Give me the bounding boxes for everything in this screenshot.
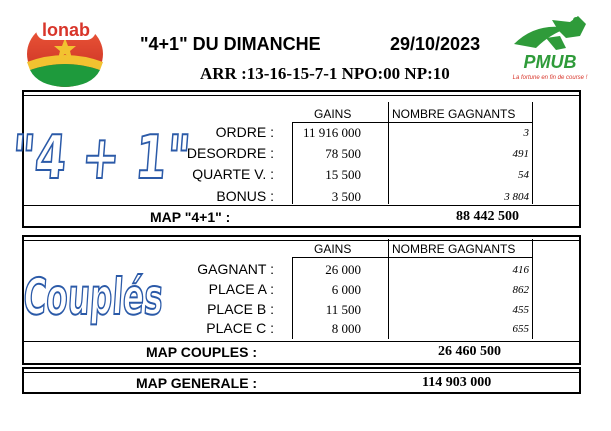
row-place-a-winners: 862	[512, 284, 529, 296]
row-place-a-gain: 6 000	[331, 282, 361, 297]
gains-header: GAINS	[314, 242, 352, 256]
row-bonus-winners: 3 804	[504, 191, 529, 203]
map-generale-panel	[22, 367, 581, 394]
lonab-logo	[22, 8, 108, 90]
row-place-a-label: PLACE A :	[208, 281, 274, 297]
row-ordre-winners: 3	[523, 127, 529, 139]
section-4plus1-panel	[8, 90, 581, 228]
pmub-logo	[506, 14, 598, 84]
row-quarte-gain: 15 500	[325, 167, 361, 182]
winners-header: NOMBRE GAGNANTS	[392, 107, 516, 121]
arrival-result: ARR :13-16-15-7-1 NPO:00 NP:10	[200, 64, 450, 83]
svg-text:La fortune en fin de course !: La fortune en fin de course !	[512, 75, 588, 81]
map-generale-label: MAP GENERALE :	[136, 375, 258, 391]
winners-col-border	[388, 239, 389, 339]
map-4plus1-label: MAP "4+1" :	[150, 209, 231, 225]
4plus1-emblem	[8, 106, 193, 196]
gains-col-border	[292, 122, 293, 204]
row-desordre-winners: 491	[512, 148, 529, 160]
row-quarte-winners: 54	[518, 169, 529, 181]
row-gagnant-winners: 416	[512, 264, 529, 276]
section-couples-panel	[22, 235, 581, 365]
map-4plus1-value: 88 442 500	[456, 209, 519, 224]
panel-top-inner-line	[24, 240, 579, 241]
page-title: "4+1" DU DIMANCHE	[140, 34, 321, 54]
winners-col-right-border	[532, 102, 533, 204]
gains-header: GAINS	[314, 107, 352, 121]
winners-col-border	[388, 102, 389, 204]
total-separator	[24, 341, 579, 342]
total-separator	[24, 205, 579, 206]
couples-emblem	[21, 259, 165, 331]
row-place-b-label: PLACE B :	[207, 301, 274, 317]
header-underline	[292, 122, 532, 123]
race-date: 29/10/2023	[390, 34, 481, 54]
row-gagnant-gain: 26 000	[325, 262, 361, 277]
row-place-b-winners: 455	[512, 304, 529, 316]
panel-top-inner-line	[24, 372, 579, 373]
row-place-b-gain: 11 500	[325, 302, 361, 317]
header-underline	[292, 257, 532, 258]
map-generale-value: 114 903 000	[422, 375, 492, 390]
row-place-c-label: PLACE C :	[206, 320, 274, 336]
row-bonus-gain: 3 500	[331, 189, 361, 204]
svg-text:lonab: lonab	[42, 20, 90, 40]
winners-col-right-border	[532, 239, 533, 339]
row-ordre-gain: 11 916 000	[302, 125, 361, 140]
row-place-c-gain: 8 000	[331, 321, 361, 336]
4plus1-emblem-text: "4 + 1"	[8, 122, 193, 193]
couples-emblem-text: Couplés	[21, 267, 165, 326]
svg-text:PMUB: PMUB	[523, 52, 577, 72]
map-couples-label: MAP COUPLES :	[146, 344, 257, 360]
row-gagnant-label: GAGNANT :	[197, 261, 274, 277]
row-desordre-label: DESORDRE :	[186, 145, 274, 161]
row-ordre-label: ORDRE :	[215, 124, 274, 140]
row-place-c-winners: 655	[512, 323, 529, 335]
winners-header: NOMBRE GAGNANTS	[392, 242, 516, 256]
row-desordre-gain: 78 500	[325, 146, 361, 161]
gains-col-border	[292, 257, 293, 339]
panel-top-inner-line	[24, 95, 579, 96]
map-couples-value: 26 460 500	[438, 344, 501, 359]
row-quarte-label: QUARTE V. :	[192, 166, 274, 182]
row-bonus-label: BONUS :	[216, 188, 274, 204]
